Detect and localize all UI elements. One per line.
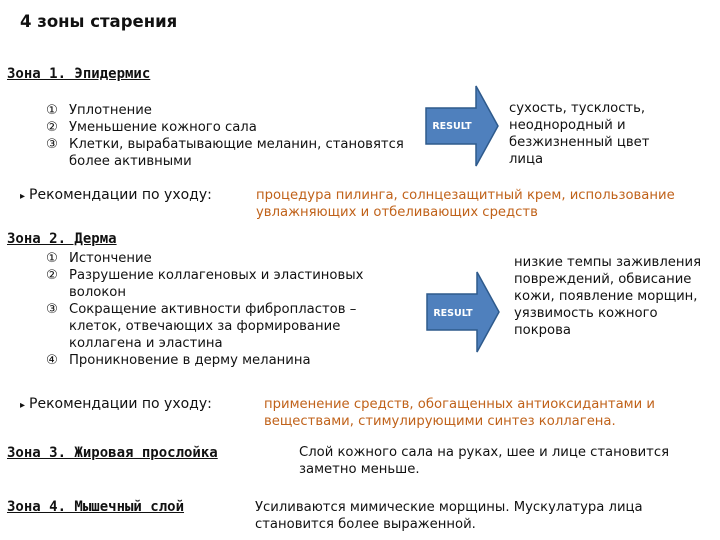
zone1-heading: Зона 1. Эпидермис	[7, 66, 151, 82]
list-item-text: Клетки, вырабатывающие меланин, становятся более активными	[69, 137, 404, 169]
list-item-text: Проникновение в дерму меланина	[69, 353, 311, 368]
zone2-heading: Зона 2. Дерма	[7, 231, 117, 247]
list-item	[46, 136, 424, 170]
list-number: ③	[46, 302, 58, 317]
list-item-text: Разрушение коллагеновых и эластиновых волокон	[69, 268, 364, 300]
zone4-heading: Зона 4. Мышечный слой	[7, 499, 185, 515]
recommendation-label-text: Рекомендации по уходу:	[29, 187, 212, 203]
list-item-text: Сокращение активности фибропластов – клеток, отвечающих за формирование коллагена и эластина	[69, 302, 357, 351]
page-title: 4 зоны старения	[20, 12, 178, 31]
zone1-recommendation-text: процедура пилинга, солнцезащитный крем, использование увлажняющих и отбеливающих средств	[256, 188, 675, 220]
zone2-list	[46, 250, 381, 369]
zone2-recommendation-text: применение средств, обогащенных антиоксидантами и веществами, стимулирующими синтез коллагена.	[264, 397, 655, 429]
list-item	[46, 352, 381, 369]
zone1-result-arrow	[424, 84, 500, 168]
zone1-list	[46, 102, 424, 170]
zone2-recommendation-label	[20, 396, 212, 412]
list-item-text: Уменьшение кожного сала	[69, 120, 257, 135]
list-number: ①	[46, 251, 58, 266]
list-item	[46, 267, 381, 301]
zone4-text: Усиливаются мимические морщины. Мускулатура лица становится более выраженной.	[255, 500, 643, 532]
triangle-bullet-icon: ▸	[20, 191, 26, 202]
list-item-text: Истончение	[69, 251, 152, 266]
list-number: ④	[46, 353, 58, 368]
zone1-recommendation-label	[20, 187, 212, 203]
zone3-text: Слой кожного сала на руках, шее и лице становится заметно меньше.	[299, 445, 670, 477]
list-item	[46, 102, 424, 119]
list-item	[46, 119, 424, 136]
list-item-text: Уплотнение	[69, 103, 152, 118]
list-number: ①	[46, 103, 58, 118]
list-number: ②	[46, 268, 58, 283]
list-number: ③	[46, 137, 58, 152]
arrow-label: RESULT	[433, 308, 473, 319]
list-item	[46, 250, 381, 267]
list-number: ②	[46, 120, 58, 135]
arrow-label: RESULT	[432, 121, 472, 132]
zone3-heading: Зона 3. Жировая прослойка	[7, 445, 218, 461]
recommendation-label-text: Рекомендации по уходу:	[29, 396, 212, 412]
triangle-bullet-icon: ▸	[20, 400, 26, 411]
zone1-result-text: сухость, тусклость, неоднородный и безжизненный цвет лица	[509, 101, 650, 167]
zone2-result-text: низкие темпы заживления повреждений, обвисание кожи, появление морщин, уязвимость кожного покрова	[514, 255, 702, 338]
zone2-result-arrow	[425, 270, 501, 354]
list-item	[46, 301, 381, 352]
